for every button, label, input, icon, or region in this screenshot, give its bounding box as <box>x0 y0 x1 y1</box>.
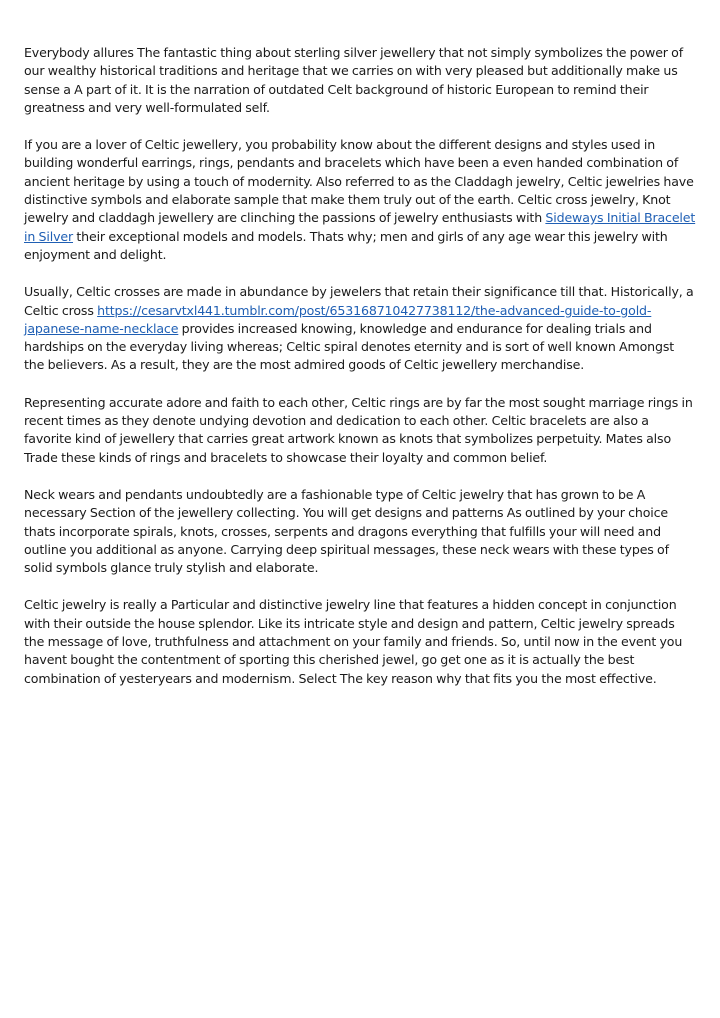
paragraph-5 <box>24 486 696 577</box>
paragraph-2-text-before: If you are a lover of Celtic jewellery, you probability know about the different designs and styles used in building wonderful earrings, rings, pendants and bracelets which have been a even handed combination of ancient heritage by using a touch of modernity. Also referred to as the Claddagh jewelry, Celtic jewelries have distinctive symbols and elaborate sample that make them truly out of the earth. Celtic cross jewelry, Knot jewelry and claddagh jewellery are clinching the passions of jewelry enthusiasts with <box>24 137 694 226</box>
sideways-bracelet-link[interactable]: Sideways Initial Bracelet in Silver <box>24 210 696 244</box>
paragraph-3-text-before: Usually, Celtic crosses are made in abundance by jewelers that retain their significance till that. Historically, a Celtic cross <box>24 284 694 318</box>
paragraph-2-text-after: their exceptional models and models. Thats why; men and girls of any age wear this jewelry with enjoyment and delight. <box>24 228 668 262</box>
paragraph-1-text: Everybody allures The fantastic thing about sterling silver jewellery that not simply symbolizes the power of our wealthy historical traditions and heritage that we carries on with very pleased but additionally make us sense a A part of it. It is the narration of outdated Celt background of historic European to remind their greatness and very well-formulated self. <box>24 45 684 115</box>
paragraph-6-text: Celtic jewelry is really a Particular and distinctive jewelry line that features a hidden concept in conjunction with their outside the house splendor. Like its intricate style and design and pattern, Celtic jewelry spreads the message of love, truthfulness and attachment on your family and friends. So, until now in the event you havent bought the contentment of sporting this cherished jewel, go get one as it is actually the best combination of yesteryears and modernism. Select The key reason why that fits you the most effective. <box>24 597 683 686</box>
document-body <box>24 44 696 707</box>
paragraph-4 <box>24 394 696 467</box>
paragraph-3 <box>24 283 696 374</box>
paragraph-3-text-after: provides increased knowing, knowledge and endurance for dealing trials and hardships on the everyday living whereas; Celtic spiral denotes eternity and is sort of well known Amongst the believers. As a result, they are the most admired goods of Celtic jewellery merchandise. <box>24 320 675 373</box>
paragraph-4-text: Representing accurate adore and faith to each other, Celtic rings are by far the most sought marriage rings in recent times as they denote undying devotion and dedication to each other. Celtic bracelets are also a favorite kind of jewellery that carries great artwork known as knots that symbolizes perpetuity. Mates also Trade these kinds of rings and bracelets to showcase their loyalty and common belief. <box>24 394 693 465</box>
paragraph-5-text: Neck wears and pendants undoubtedly are a fashionable type of Celtic jewelry that has grown to be A necessary Section of the jewellery collecting. You will get designs and patterns As outlined by your choice thats incorporate spirals, knots, crosses, serpents and dragons everything that fulfills your will need and outline you additional as anyone. Carrying deep spiritual messages, these neck wears with these types of solid symbols glance truly stylish and elaborate. <box>24 486 669 576</box>
tumblr-post-link[interactable]: https://cesarvtxl441.tumblr.com/post/653168710427738112/the-advanced-guide-to-gold-japanese-name-necklace <box>24 302 652 336</box>
paragraph-1 <box>24 44 696 117</box>
paragraph-2 <box>24 136 696 264</box>
paragraph-6 <box>24 596 696 687</box>
